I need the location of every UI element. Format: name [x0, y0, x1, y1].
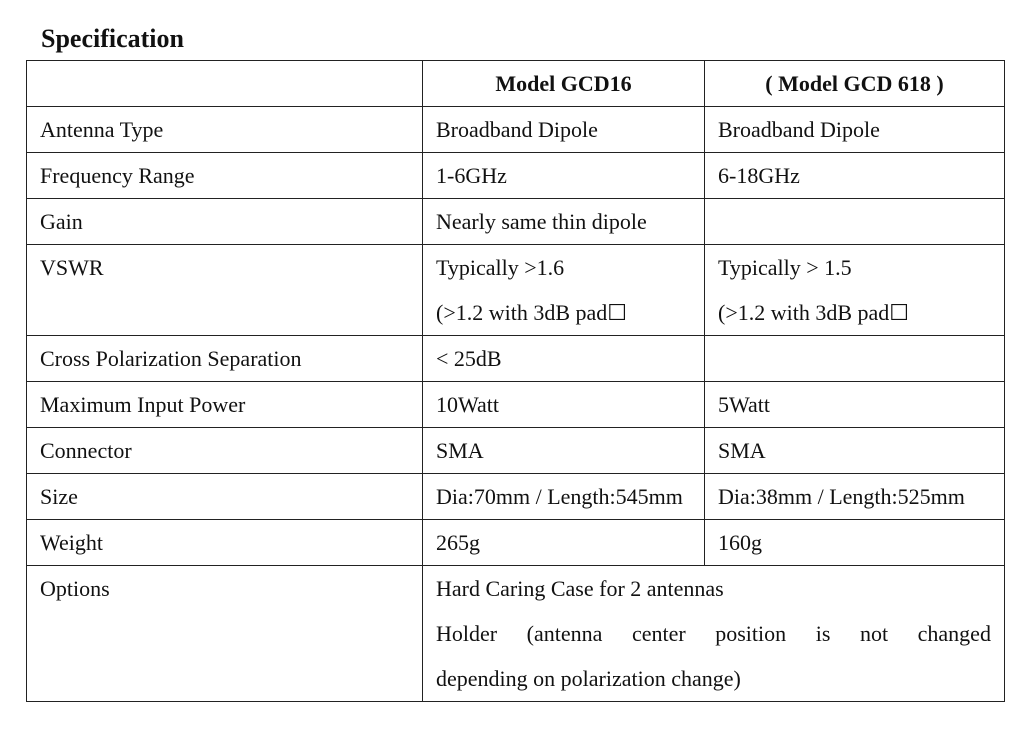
- row-label: Antenna Type: [27, 107, 423, 153]
- gcd618-value: 6-18GHz: [705, 153, 1005, 199]
- gcd16-value: 1-6GHz: [423, 153, 705, 199]
- table-row: [27, 474, 1005, 520]
- table-row: [27, 566, 1005, 702]
- options-value: [423, 566, 1005, 702]
- gcd618-value: 160g: [705, 520, 1005, 566]
- page-title: Specification: [41, 24, 184, 53]
- header-row: [27, 61, 1005, 107]
- options-word: changed: [917, 621, 991, 646]
- gcd618-value: 5Watt: [705, 382, 1005, 428]
- header-blank-cell: [27, 61, 423, 107]
- table-row: [27, 428, 1005, 474]
- gcd618-value: [705, 245, 1005, 336]
- options-line2: [436, 611, 991, 656]
- gcd618-value: Dia:38mm / Length:525mm: [705, 474, 1005, 520]
- table-row: [27, 382, 1005, 428]
- row-label: Gain: [27, 199, 423, 245]
- vswr-gcd16-line2: (>1.2 with 3dB pad☐: [436, 300, 628, 325]
- specification-table: [26, 60, 1005, 702]
- vswr-gcd16-line1: Typically >1.6: [436, 255, 565, 280]
- header-model-gcd16: Model GCD16: [423, 61, 705, 107]
- row-label: Size: [27, 474, 423, 520]
- row-label: Connector: [27, 428, 423, 474]
- row-label: VSWR: [27, 245, 423, 336]
- gcd16-value: SMA: [423, 428, 705, 474]
- table-row: [27, 520, 1005, 566]
- gcd16-value: 10Watt: [423, 382, 705, 428]
- gcd16-value: 265g: [423, 520, 705, 566]
- row-label: Frequency Range: [27, 153, 423, 199]
- options-word: position: [715, 621, 787, 646]
- gcd618-value: SMA: [705, 428, 1005, 474]
- table-row: [27, 336, 1005, 382]
- vswr-gcd618-line2: (>1.2 with 3dB pad☐: [718, 300, 910, 325]
- row-label: Cross Polarization Separation: [27, 336, 423, 382]
- options-word: not: [859, 621, 889, 646]
- row-label: Maximum Input Power: [27, 382, 423, 428]
- options-word: (antenna: [526, 621, 603, 646]
- gcd618-value: Broadband Dipole: [705, 107, 1005, 153]
- gcd16-value: [423, 245, 705, 336]
- row-label: Weight: [27, 520, 423, 566]
- gcd16-value: < 25dB: [423, 336, 705, 382]
- options-line1: Hard Caring Case for 2 antennas: [436, 576, 724, 601]
- header-model-gcd618: ( Model GCD 618 ): [705, 61, 1005, 107]
- gcd16-value: Nearly same thin dipole: [423, 199, 705, 245]
- options-line3: depending on polarization change): [436, 666, 741, 691]
- options-word: center: [631, 621, 686, 646]
- gcd16-value: Broadband Dipole: [423, 107, 705, 153]
- table-row: [27, 245, 1005, 336]
- gcd618-value: [705, 199, 1005, 245]
- options-word: is: [815, 621, 831, 646]
- options-word: Holder: [436, 621, 498, 646]
- row-label: Options: [27, 566, 423, 702]
- gcd16-value: Dia:70mm / Length:545mm: [423, 474, 705, 520]
- vswr-gcd618-line1: Typically > 1.5: [718, 255, 852, 280]
- table-row: [27, 153, 1005, 199]
- table-row: [27, 199, 1005, 245]
- gcd618-value: [705, 336, 1005, 382]
- table-row: [27, 107, 1005, 153]
